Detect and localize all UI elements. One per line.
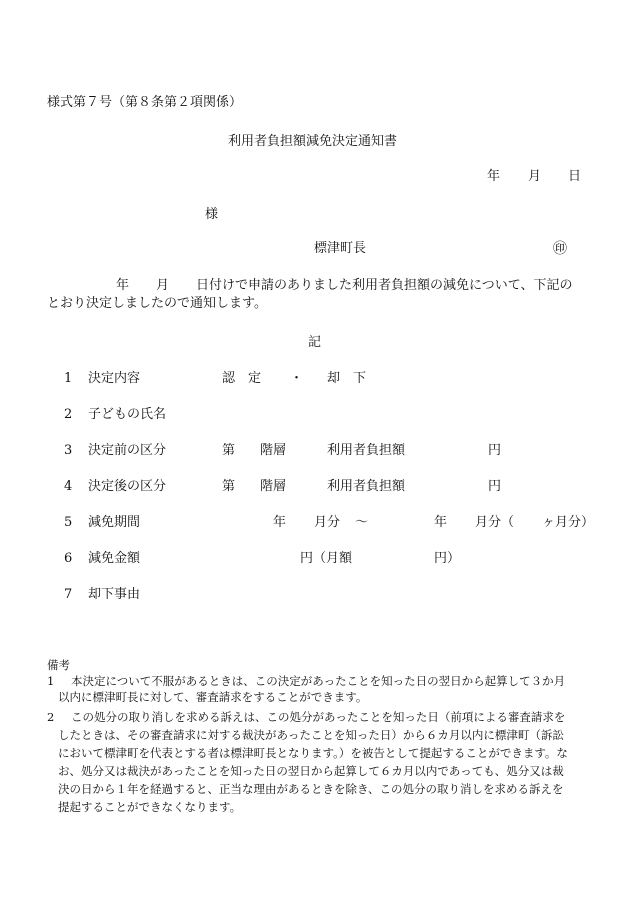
amount-yen-close: 円） (434, 551, 461, 566)
tilde: ～ (355, 515, 369, 530)
end-month-label: 月分（ (475, 515, 515, 530)
dai-label: 第 (222, 479, 236, 494)
yen-label: 円 (488, 479, 502, 494)
note-number: 2 (47, 710, 55, 724)
item-number: 1 (64, 371, 73, 386)
kaisou-label: 階層 (260, 479, 287, 494)
intro-line-2: とおり決定しましたので通知します。 (47, 296, 267, 311)
burden-label: 利用者負担額 (327, 443, 406, 458)
item-number: 4 (64, 479, 73, 494)
issuer-name: 標津町長 (314, 241, 367, 256)
document-title: 利用者負担額減免決定通知書 (228, 134, 398, 149)
item-label: 決定内容 (88, 371, 141, 386)
reject-option: 却 下 (327, 371, 367, 386)
item-label: 減免金額 (88, 551, 141, 566)
remarks-heading: 備考 (47, 658, 70, 672)
item-label: 子どもの氏名 (88, 407, 167, 422)
item-number: 5 (64, 515, 73, 530)
note-number: 1 (47, 674, 55, 688)
item-label: 却下事由 (88, 587, 141, 602)
amount-yen-monthly: 円（月額 (300, 551, 353, 566)
recipient-suffix: 様 (205, 207, 219, 222)
item-label: 減免期間 (88, 515, 141, 530)
dai-label: 第 (222, 443, 236, 458)
burden-label: 利用者負担額 (327, 479, 406, 494)
intro-year-label: 年 (116, 278, 130, 293)
note-2-line-1: この処分の取り消しを求める訴えは、この処分があったことを知った日（前項による審査請求を (71, 710, 566, 724)
note-2-line-3: において標津町を代表とする者は標津町長となります。）を被告として提起することができます。な (58, 746, 568, 760)
item-number: 6 (64, 551, 73, 566)
end-year-label: 年 (434, 515, 448, 530)
date-day-label: 日 (568, 169, 582, 184)
note-1-line-1: 本決定について不服があるときは、この決定があったことを知った日の翌日から起算して３か月 (71, 674, 566, 688)
item-number: 7 (64, 587, 73, 602)
ki-heading: 記 (308, 335, 322, 350)
months-count-label: ヶ月分） (542, 515, 595, 530)
date-year-label: 年 (487, 169, 501, 184)
kaisou-label: 階層 (260, 443, 287, 458)
note-2-line-2: したときは、その審査請求に対する裁決があったことを知った日）から６カ月以内に標津町（訴訟 (58, 728, 564, 742)
item-number: 3 (64, 443, 73, 458)
start-month-label: 月分 (314, 515, 341, 530)
separator-dot: ・ (290, 371, 304, 386)
intro-line-1: 日付けで申請のありました利用者負担額の減免について、下記の (196, 278, 573, 293)
note-2-line-5: 決の日から１年を経過すると、正当な理由があるときを除き、この処分の取り消しを求める訴えを (58, 782, 564, 796)
approve-option: 認 定 (222, 371, 262, 386)
note-2-line-4: お、処分又は裁決があったことを知った日の翌日から起算して６カ月以内であっても、処分又は裁 (58, 764, 564, 778)
intro-month-label: 月 (156, 278, 170, 293)
form-number: 様式第７号（第８条第２項関係） (47, 95, 243, 110)
item-number: 2 (64, 407, 73, 422)
yen-label: 円 (488, 443, 502, 458)
seal-mark: ㊞ (553, 241, 567, 257)
note-1-line-2: 以内に標津町長に対して、審査請求をすることができます。 (58, 690, 368, 704)
item-label: 決定前の区分 (88, 443, 167, 458)
start-year-label: 年 (273, 515, 287, 530)
note-2-line-6: 提起することができなくなります。 (58, 800, 242, 814)
item-label: 決定後の区分 (88, 479, 167, 494)
date-month-label: 月 (528, 169, 542, 184)
